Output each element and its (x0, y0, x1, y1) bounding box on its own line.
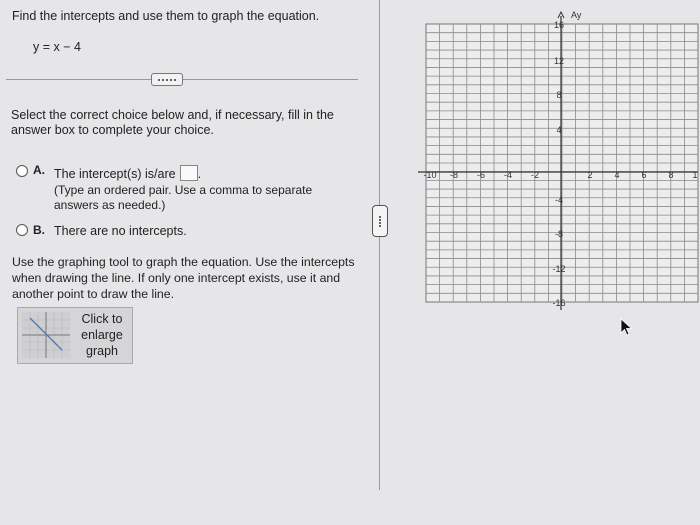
x-tick-label: 2 (587, 170, 593, 180)
y-tick-label: -8 (554, 229, 564, 239)
y-tick-label: 8 (556, 90, 562, 100)
choice-a-letter: A. (33, 163, 45, 177)
y-axis-label: Ay (571, 10, 582, 20)
enlarge-label-line1: Click to (81, 312, 123, 326)
x-tick-label: -4 (503, 170, 513, 180)
choice-a-label: The intercept(s) is/are . (54, 167, 202, 181)
y-tick-label: -12 (552, 264, 566, 274)
coordinate-grid[interactable] (382, 0, 700, 320)
enlarge-graph-label (74, 311, 130, 359)
choice-a-text: The intercept(s) is/are (54, 167, 176, 181)
choice-b-letter: B. (33, 223, 45, 237)
enlarge-graph-button[interactable] (17, 307, 133, 364)
x-tick-label: 1 (692, 170, 698, 180)
choice-b-radio[interactable] (16, 224, 28, 236)
intercept-answer-box[interactable] (180, 165, 198, 181)
question-prompt: Find the intercepts and use them to graph the equation. (12, 9, 320, 23)
y-tick-label: 16 (553, 20, 565, 30)
x-tick-label: 6 (641, 170, 647, 180)
equation: y = x − 4 (33, 40, 81, 54)
choice-instructions: Select the correct choice below and, if necessary, fill in the answer box to complete your choice. (11, 108, 334, 137)
mouse-pointer-icon (620, 318, 634, 336)
y-tick-label: -16 (552, 298, 566, 308)
graph-panel (382, 0, 700, 525)
choice-a-radio[interactable] (16, 165, 28, 177)
x-tick-label: -8 (449, 170, 459, 180)
x-tick-label: -10 (423, 170, 437, 180)
panel-divider (379, 0, 380, 490)
enlarge-label-line2: enlarge (81, 328, 123, 342)
y-tick-label: -4 (554, 195, 564, 205)
graph-instructions: Use the graphing tool to graph the equation. Use the intercepts when drawing the line. If only one intercept exists, use it and another point to draw the line. (12, 255, 355, 301)
y-tick-label: 4 (556, 125, 562, 135)
x-tick-label: -2 (530, 170, 540, 180)
y-tick-label: 12 (553, 56, 565, 66)
x-tick-label: -6 (476, 170, 486, 180)
choice-b-text: There are no intercepts. (54, 224, 187, 238)
enlarge-label-line3: graph (86, 344, 118, 358)
expand-more-button[interactable] (151, 73, 183, 86)
x-tick-label: 8 (668, 170, 674, 180)
choice-a-hint: (Type an ordered pair. Use a comma to separate answers as needed.) (54, 183, 313, 212)
graph-thumbnail-icon (22, 312, 70, 358)
x-tick-label: 4 (614, 170, 620, 180)
